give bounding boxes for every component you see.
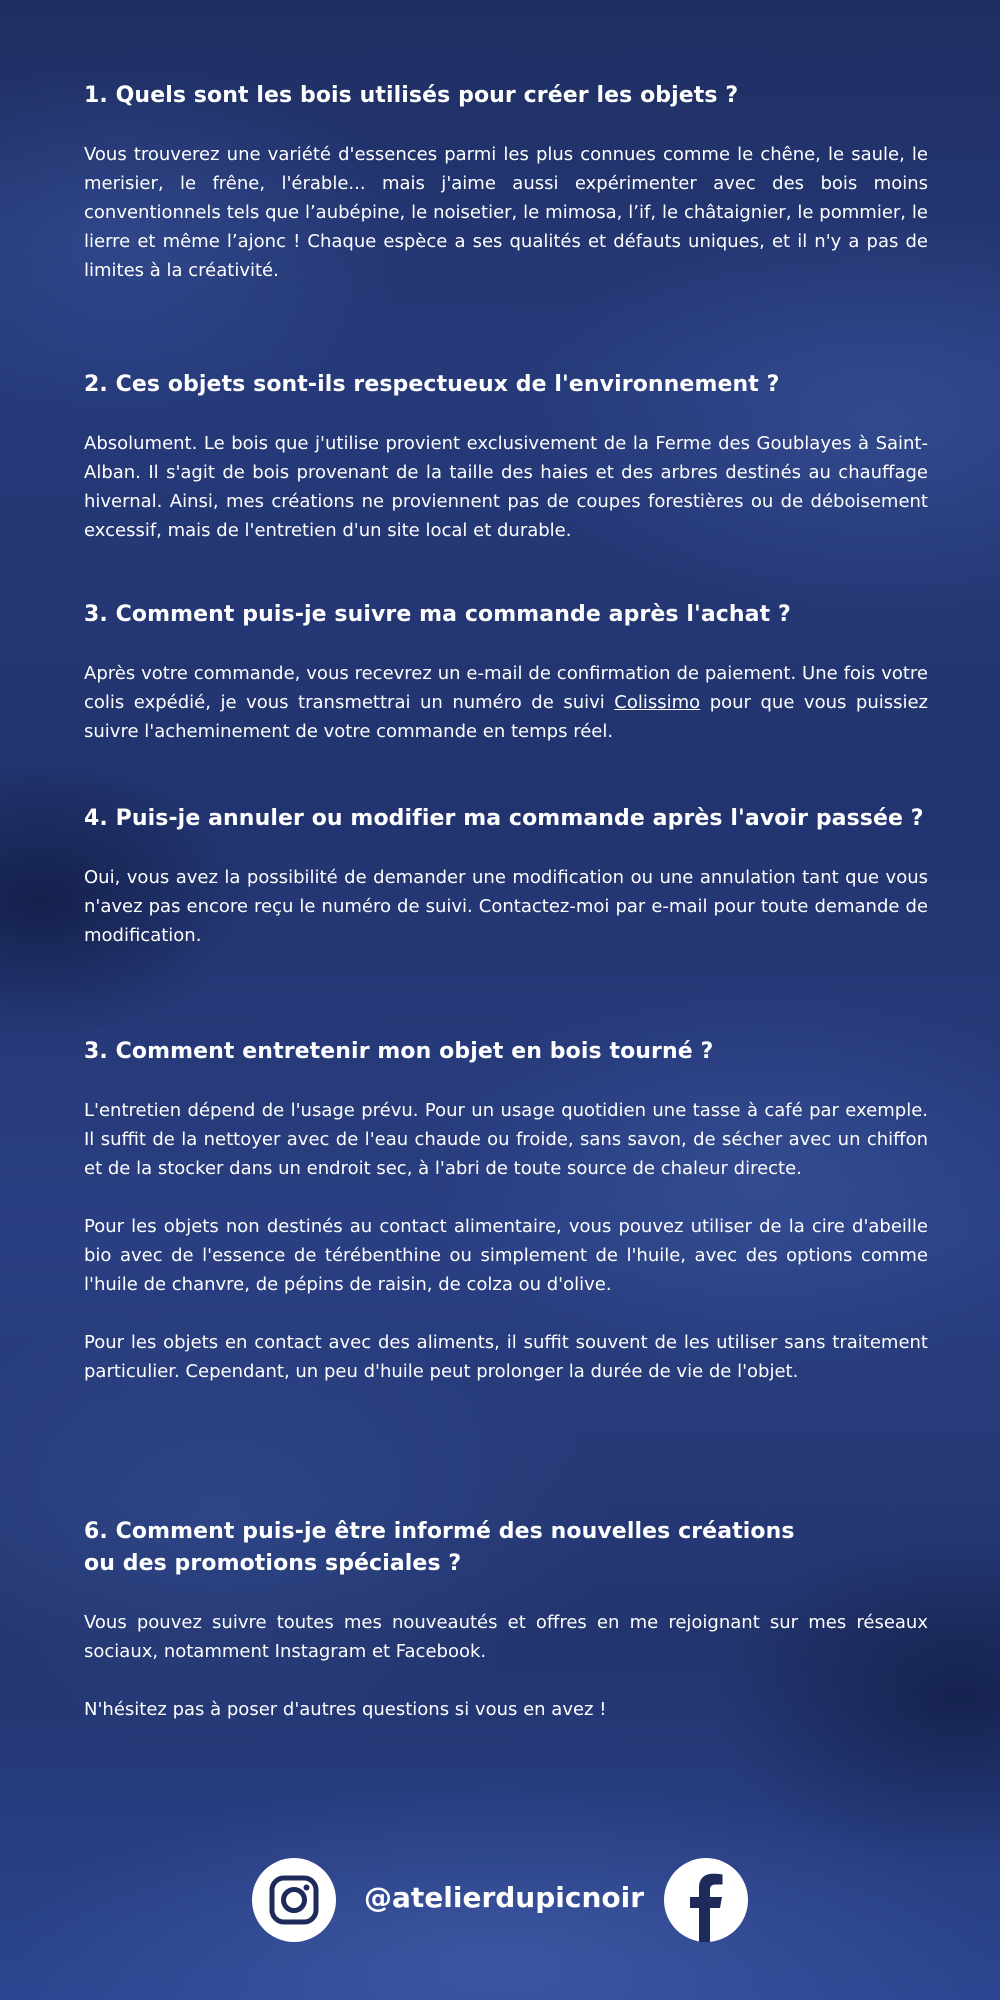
instagram-icon[interactable] (252, 1858, 336, 1942)
faq-section-4 (84, 803, 928, 950)
social-footer (0, 1858, 1000, 1948)
faq-section-3 (84, 599, 928, 746)
faq-question: 4. Puis-je annuler ou modifier ma commande après l'avoir passée ? (84, 806, 924, 831)
faq-question: 2. Ces objets sont-ils respectueux de l'environnement ? (84, 372, 780, 397)
facebook-icon[interactable] (664, 1858, 748, 1942)
faq-answer: Oui, vous avez la possibilité de demander une modification ou une annulation tant que vous n'avez pas encore reçu le numéro de suivi. Contactez-moi par e-mail pour toute demande de modification. (84, 867, 928, 946)
faq-answer: Vous pouvez suivre toutes mes nouveautés et offres en me rejoignant sur mes réseaux sociaux, notamment Instagram et Facebook. (84, 1612, 928, 1662)
colissimo-link[interactable]: Colissimo (614, 692, 701, 713)
facebook-glyph (664, 1858, 748, 1942)
faq-section-5 (84, 1036, 928, 1386)
faq-answer: Pour les objets en contact avec des aliments, il suffit souvent de les utiliser sans traitement particulier. Cependant, un peu d'huile peut prolonger la durée de vie de l'objet. (84, 1332, 928, 1382)
faq-answer-text: Après votre commande, vous recevrez un e-mail de confirmation de paiement. Une fois votre colis expédié, je vous transmettrai un numéro de suivi (84, 663, 928, 713)
instagram-glyph (252, 1858, 336, 1942)
faq-section-6 (84, 1516, 928, 1724)
faq-answer: Pour les objets non destinés au contact alimentaire, vous pouvez utiliser de la cire d'abeille bio avec de l'essence de térébenthine ou simplement de l'huile, avec des options comme l'huile de chanvre, de pépins de raisin, de colza ou d'olive. (84, 1216, 928, 1295)
faq-question: 1. Quels sont les bois utilisés pour créer les objets ? (84, 83, 739, 108)
faq-question: 3. Comment puis-je suivre ma commande après l'achat ? (84, 602, 791, 627)
faq-answer (84, 659, 928, 746)
faq-answer: L'entretien dépend de l'usage prévu. Pour un usage quotidien une tasse à café par exemple. Il suffit de la nettoyer avec de l'eau chaude ou froide, sans savon, de sécher avec un chiffon et de la stocker dans un endroit sec, à l'abri de toute source de chaleur directe. (84, 1100, 928, 1179)
faq-answer: Absolument. Le bois que j'utilise provient exclusivement de la Ferme des Goublayes à Saint-Alban. Il s'agit de bois provenant de la taille des haies et des arbres destinés au chauffage hivernal. Ainsi, mes créations ne proviennent pas de coupes forestières ou de déboisement excessif, mais de l'entretien d'un site local et durable. (84, 433, 928, 541)
faq-question: 3. Comment entretenir mon objet en bois tourné ? (84, 1039, 714, 1064)
faq-section-1 (84, 80, 928, 285)
faq-section-2 (84, 369, 928, 545)
faq-answer-text: pour que vous puissiez suivre l'acheminement de votre commande en temps réel. (84, 692, 929, 742)
social-handle[interactable]: @atelierdupicnoir (364, 1881, 645, 1914)
faq-question: 6. Comment puis-je être informé des nouvelles créations ou des promotions spéciales ? (84, 1519, 795, 1576)
faq-closing: N'hésitez pas à poser d'autres questions si vous en avez ! (84, 1699, 607, 1720)
faq-answer: Vous trouverez une variété d'essences parmi les plus connues comme le chêne, le saule, le merisier, le frêne, l'érable... mais j'aime aussi expérimenter avec des bois moins conventionnels tels que l’aubépine, le noisetier, le mimosa, l’if, le châtaignier, le pommier, le lierre et même l’ajonc ! Chaque espèce a ses qualités et défauts uniques, et il n'y a pas de limites à la créativité. (84, 144, 928, 281)
